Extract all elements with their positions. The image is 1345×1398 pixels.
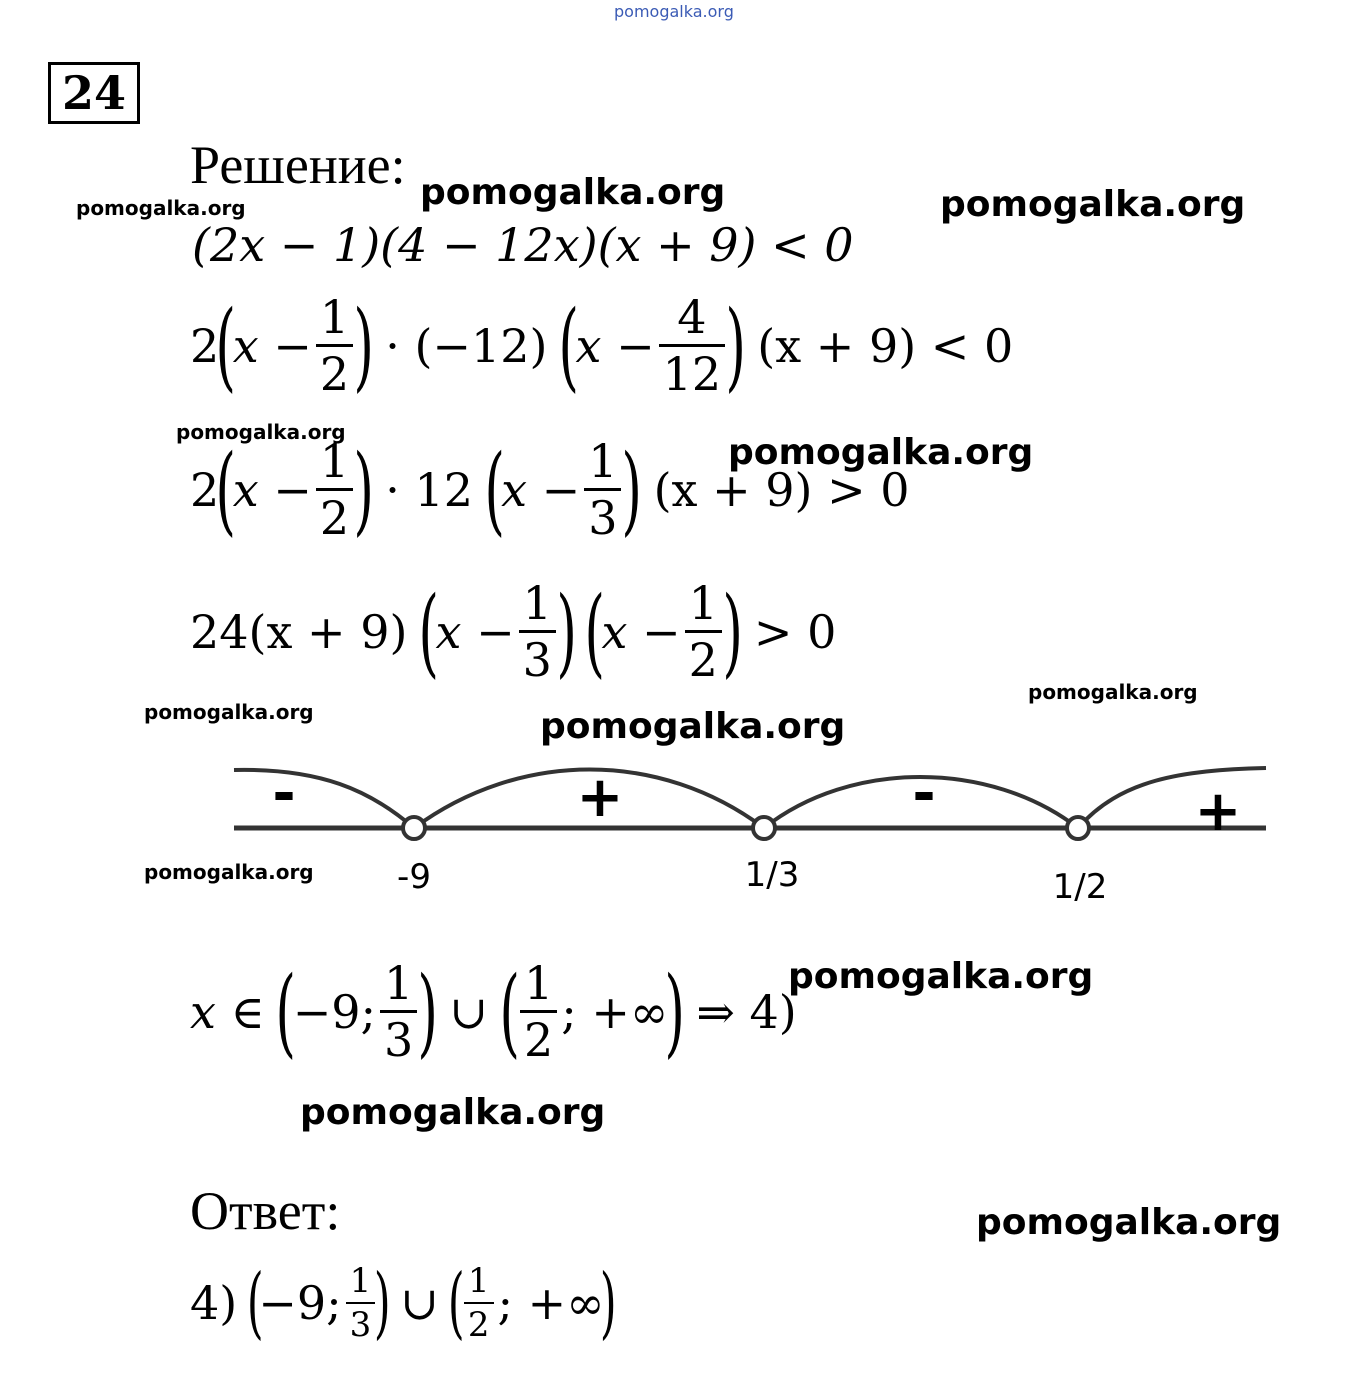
tail: > 0 <box>753 604 837 659</box>
sign-chart <box>0 750 1345 910</box>
fraction-denominator: 2 <box>520 1010 557 1063</box>
watermark-top: pomogalka.org <box>614 2 734 21</box>
point-label: 1/3 <box>744 855 800 895</box>
watermark: pomogalka.org <box>144 860 314 884</box>
solution-label: Решение: <box>190 135 406 195</box>
equation-line-1: (2x − 1)(4 − 12x)(x + 9) < 0 <box>192 218 854 272</box>
sign-label: - <box>272 761 296 826</box>
fraction-numerator: 1 <box>319 290 350 344</box>
point-marker <box>753 817 775 839</box>
point-label: 1/2 <box>1052 867 1108 907</box>
point-label: -9 <box>397 857 431 897</box>
fraction-denominator: 3 <box>346 1302 376 1342</box>
fraction-numerator: 1 <box>522 576 552 630</box>
element-of: ∈ <box>230 984 265 1039</box>
equation-line-3: 2 ( x − $\frac{1}{2}$ ) · 12 ( x − $\frac{1}{3}$ ) (x + 9) > 0 <box>190 433 910 546</box>
fraction-denominator: 2 <box>464 1302 494 1342</box>
variable: x <box>190 984 216 1039</box>
watermark: pomogalka.org <box>300 1092 606 1133</box>
watermark: pomogalka.org <box>976 1202 1282 1243</box>
watermark: pomogalka.org <box>540 706 846 747</box>
watermark: pomogalka.org <box>144 700 314 724</box>
fraction-denominator: 2 <box>685 630 722 683</box>
watermark: pomogalka.org <box>1028 680 1198 704</box>
factor: · 12 <box>385 462 473 517</box>
point-marker <box>403 817 425 839</box>
union-symbol: ∪ <box>400 1276 439 1330</box>
watermark: pomogalka.org <box>788 956 1094 997</box>
coefficient: 2 <box>190 462 220 517</box>
watermark: pomogalka.org <box>420 172 726 213</box>
interval-end: ; +∞ <box>497 1276 605 1330</box>
watermark: pomogalka.org <box>176 420 346 444</box>
fraction-denominator: 2 <box>316 488 353 541</box>
tail: (x + 9) < 0 <box>757 318 1014 373</box>
interval-start: −9; <box>292 984 377 1039</box>
equation-line-2: 2 ( x − $\frac{1}{2}$ ) · (−12) ( x − $\frac{4}{12}$ ) (x + 9) < 0 <box>190 289 1014 402</box>
point-marker <box>1067 817 1089 839</box>
fraction-numerator: 1 <box>588 434 618 488</box>
fraction-numerator: 4 <box>677 290 707 344</box>
answer-number: 4) <box>190 1276 238 1330</box>
fraction-numerator: 1 <box>349 1261 372 1301</box>
watermark: pomogalka.org <box>76 196 246 220</box>
fraction-denominator: 3 <box>584 488 621 541</box>
fraction-denominator: 2 <box>316 344 353 397</box>
answer-label: Ответ: <box>190 1181 341 1241</box>
sign-label: + <box>576 765 624 830</box>
implies: ⇒ 4) <box>696 984 797 1039</box>
interval-start: −9; <box>258 1276 342 1330</box>
fraction-numerator: 1 <box>524 956 554 1010</box>
answer-line: 4) ( −9; $\frac{1}{3}$ ) ∪ ( $\frac{1}{2}$ ; +∞ ) <box>190 1258 617 1348</box>
sign-arc <box>234 770 414 828</box>
sign-label: + <box>1194 779 1242 844</box>
fraction-denominator: 3 <box>519 630 556 683</box>
watermark: pomogalka.org <box>940 184 1246 225</box>
fraction-numerator: 1 <box>319 434 350 488</box>
result-line: x ∈ ( −9; $\frac{1}{3}$ ) ∪ ( $\frac{1}{2}$ ; +∞ ) ⇒ 4) <box>190 955 797 1068</box>
fraction-numerator: 1 <box>384 956 414 1010</box>
interval-end: ; +∞ <box>561 984 669 1039</box>
sign-label: - <box>912 761 936 826</box>
watermark: pomogalka.org <box>728 432 1034 473</box>
equation-line-4: 24(x + 9) ( x − $\frac{1}{3}$ ) ( x − $\frac{1}{2}$ ) > 0 <box>190 575 837 688</box>
tail: (x + 9) > 0 <box>653 462 910 517</box>
task-number: 24 <box>48 62 140 124</box>
fraction-denominator: 12 <box>659 344 726 397</box>
fraction-denominator: 3 <box>380 1010 417 1063</box>
factor: · (−12) <box>385 318 548 373</box>
fraction-numerator: 1 <box>467 1261 490 1301</box>
fraction-numerator: 1 <box>688 576 718 630</box>
coefficient: 24(x + 9) <box>190 604 408 659</box>
union-symbol: ∪ <box>449 984 488 1039</box>
coefficient: 2 <box>190 318 220 373</box>
